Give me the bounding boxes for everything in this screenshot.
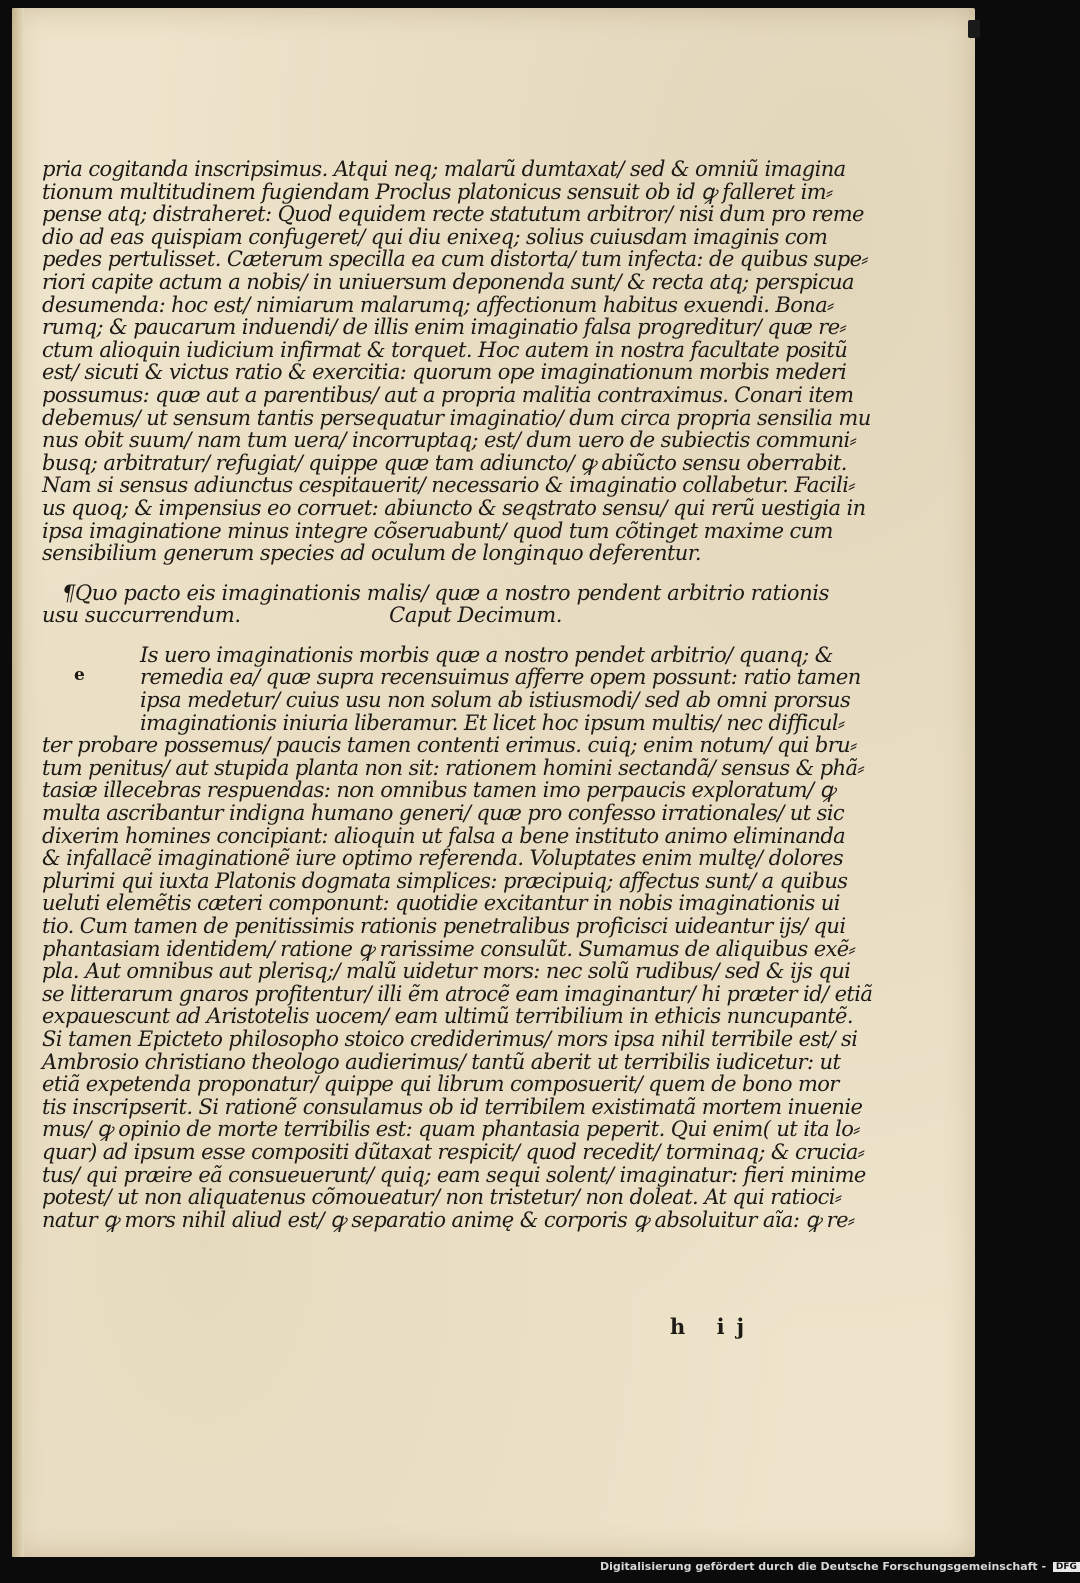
paragraph-2-line: etiã expetenda proponatur/ quippe qui librum composuerit/ quem de bono mor bbox=[42, 1072, 839, 1097]
paragraph-1-line: possumus: quæ aut a parentibus/ aut a propria malitia contraximus. Conari item bbox=[42, 382, 854, 407]
paragraph-1-line: dio ad eas quispiam confugeret/ qui diu enixeq; solius cuiusdam imaginis com bbox=[42, 224, 828, 249]
paragraph-2-indented-line: Is uero imaginationis morbis quæ a nostro pendet arbitrio/ quanq; & bbox=[140, 642, 833, 667]
chapter-heading-line-1: ¶Quo pacto eis imaginationis malis/ quæ a nostro pendent arbitrio rationis bbox=[62, 580, 829, 605]
paragraph-2-line: se litterarum gnaros profitentur/ illi ẽm atrocẽ eam imaginantur/ hi præter id/ etiã bbox=[42, 981, 873, 1006]
book-page bbox=[12, 8, 975, 1557]
paragraph-1-line: ctum alioquin iudicium infirmat & torquet. Hoc autem in nostra facultate positũ bbox=[42, 337, 848, 362]
paragraph-2-line: ueluti elemẽtis cæteri componunt: quotidie excitantur in nobis imaginationis ui bbox=[42, 891, 840, 916]
paragraph-2 bbox=[42, 733, 873, 1232]
page-corner-tab bbox=[968, 20, 980, 38]
paragraph-2-line: phantasiam identidem/ ratione ꝙ rarissime consulũt. Sumamus de aliquibus exẽ⸗ bbox=[42, 936, 855, 961]
paragraph-2-line: tus/ qui præire eã consueuerunt/ quiq; eam sequi solent/ imaginatur: fieri minime bbox=[42, 1162, 866, 1187]
signature-mark: h ij bbox=[670, 1314, 757, 1339]
paragraph-1-line: desumenda: hoc est/ nimiarum malarumq; affectionum habitus exuendi. Bona⸗ bbox=[42, 292, 834, 317]
dfg-logo: DFG bbox=[1053, 1562, 1080, 1572]
paragraph-2-line: mus/ ꝙ opinio de morte terribilis est: quam phantasia peperit. Qui enim( ut ita lo⸗ bbox=[42, 1117, 860, 1142]
paragraph-2-line: tum penitus/ aut stupida planta non sit: rationem homini sectandã/ sensus & phã⸗ bbox=[42, 755, 864, 780]
paragraph-1-line: nus obit suum/ nam tum uera/ incorruptaq; est/ dum uero de subiectis communi⸗ bbox=[42, 428, 857, 453]
paragraph-2-line: Si tamen Epicteto philosopho stoico crediderimus/ mors ipsa nihil terribile est/ si bbox=[42, 1026, 858, 1051]
chapter-heading-subtitle: usu succurrendum. bbox=[42, 603, 241, 628]
paragraph-2-line: ter probare possemus/ paucis tamen contenti erimus. cuiq; enim notum/ qui bru⸗ bbox=[42, 733, 857, 758]
main-text-block bbox=[42, 157, 873, 1232]
paragraph-2-line: multa ascribantur indigna humano generi/ quæ pro confesso irrationales/ ut sic bbox=[42, 801, 845, 826]
paragraph-1-line: pense atq; distraheret: Quod equidem recte statutum arbitror/ nisi dum pro reme bbox=[42, 202, 864, 227]
paragraph-2-line: tio. Cum tamen de penitissimis rationis penetralibus proficisci uideantur ijs/ qui bbox=[42, 914, 846, 938]
paragraph-1-line: pedes pertulisset. Cæterum specilla ea cum distorta/ tum infecta: de quibus supe⸗ bbox=[42, 247, 868, 272]
paragraph-1-line: busq; arbitratur/ refugiat/ quippe quæ tam adiuncto/ ꝙ abiũcto sensu oberrabit. bbox=[42, 450, 847, 475]
paragraph-2-opening bbox=[42, 642, 861, 735]
paragraph-2-indented-line: ipsa medetur/ cuius usu non solum ab istiusmodi/ sed ab omni prorsus bbox=[140, 688, 851, 713]
paragraph-2-line: natur ꝙ mors nihil aliud est/ ꝙ separatio animę & corporis ꝙ absoluitur aĩa: ꝙ re⸗ bbox=[42, 1207, 855, 1232]
paragraph-2-line: pla. Aut omnibus aut plerisq;/ malũ uidetur mors: nec solũ rudibus/ sed & ijs qui bbox=[42, 959, 851, 984]
paragraph-2-line: dixerim homines concipiant: alioquin ut falsa a bene instituto animo eliminanda bbox=[42, 823, 846, 848]
paragraph-2-line: expauescunt ad Aristotelis uocem/ eam ultimũ terribilium in ethicis nuncupantẽ. bbox=[42, 1004, 853, 1029]
chapter-heading bbox=[42, 580, 829, 628]
paragraph-1-line: est/ sicuti & victus ratio & exercitia: quorum ope imaginationum morbis mederi bbox=[42, 360, 847, 385]
paragraph-1-line: ipsa imaginatione minus integre cõseruabunt/ quod tum cõtinget maxime cum bbox=[42, 518, 833, 543]
footer-credit-text: Digitalisierung gefördert durch die Deutsche Forschungsgemeinschaft - bbox=[600, 1560, 1047, 1573]
paragraph-2-indented-line: imaginationis iniuria liberamur. Et licet hoc ipsum multis/ nec difficul⸗ bbox=[140, 710, 845, 735]
paragraph-1-line: rumq; & paucarum induendi/ de illis enim imaginatio falsa progreditur/ quæ re⸗ bbox=[42, 315, 846, 340]
paragraph-2-line: Ambrosio christiano theologo audierimus/ tantũ aberit ut terribilis iudicetur: ut bbox=[42, 1049, 841, 1074]
paragraph-2-indented-lines bbox=[42, 642, 861, 735]
paragraph-1-line: debemus/ ut sensum tantis persequatur imaginatio/ dum circa propria sensilia mu bbox=[42, 405, 871, 430]
paragraph-1-line: riori capite actum a nobis/ in uniuersum deponenda sunt/ & recta atq; perspicua bbox=[42, 269, 854, 294]
paragraph-gap bbox=[42, 627, 747, 644]
paragraph-gap bbox=[42, 565, 747, 582]
paragraph-2-line: quar) ad ipsum esse compositi dũtaxat respicit/ quod recedit/ torminaq; & crucia⸗ bbox=[42, 1139, 865, 1164]
paragraph-1-line: pria cogitanda inscripsimus. Atqui neq; malarũ dumtaxat/ sed & omniũ imagina bbox=[42, 157, 846, 181]
marginal-letter: e bbox=[74, 664, 85, 685]
paragraph-2-line: tasiæ illecebras respuendas: non omnibus tamen imo perpaucis exploratum/ ꝙ bbox=[42, 778, 835, 803]
paragraph-1 bbox=[42, 157, 871, 566]
digitization-footer bbox=[600, 1560, 1080, 1573]
paragraph-2-line: plurimi qui iuxta Platonis dogmata simplices: præcipuiq; affectus sunt/ a quibus bbox=[42, 868, 848, 893]
chapter-number: Caput Decimum. bbox=[389, 603, 562, 628]
chapter-heading-line-2 bbox=[42, 604, 562, 627]
paragraph-1-line: us quoq; & impensius eo corruet: abiuncto & seqstrato sensu/ qui rerũ uestigia in bbox=[42, 495, 866, 520]
paragraph-1-line: Nam si sensus adiunctus cespitauerit/ necessario & imaginatio collabetur. Facili⸗ bbox=[42, 473, 855, 498]
paragraph-1-line: tionum multitudinem fugiendam Proclus platonicus sensuit ob id ꝙ falleret im⸗ bbox=[42, 179, 833, 204]
paragraph-2-line: & infallacẽ imaginationẽ iure optimo referenda. Voluptates enim multę/ dolores bbox=[42, 846, 844, 871]
paragraph-1-line: sensibilium generum species ad oculum de longinquo deferentur. bbox=[42, 541, 701, 566]
paragraph-2-line: potest/ ut non aliquatenus cõmoueatur/ non tristetur/ non doleat. At qui ratioci⸗ bbox=[42, 1185, 842, 1210]
paragraph-2-indented-line: remedia ea/ quæ supra recensuimus afferre opem possunt: ratio tamen bbox=[140, 665, 861, 690]
page-gutter-shadow bbox=[12, 8, 24, 1557]
paragraph-2-line: tis inscripserit. Si rationẽ consulamus ob id terribilem existimatã mortem inuenie bbox=[42, 1094, 863, 1119]
